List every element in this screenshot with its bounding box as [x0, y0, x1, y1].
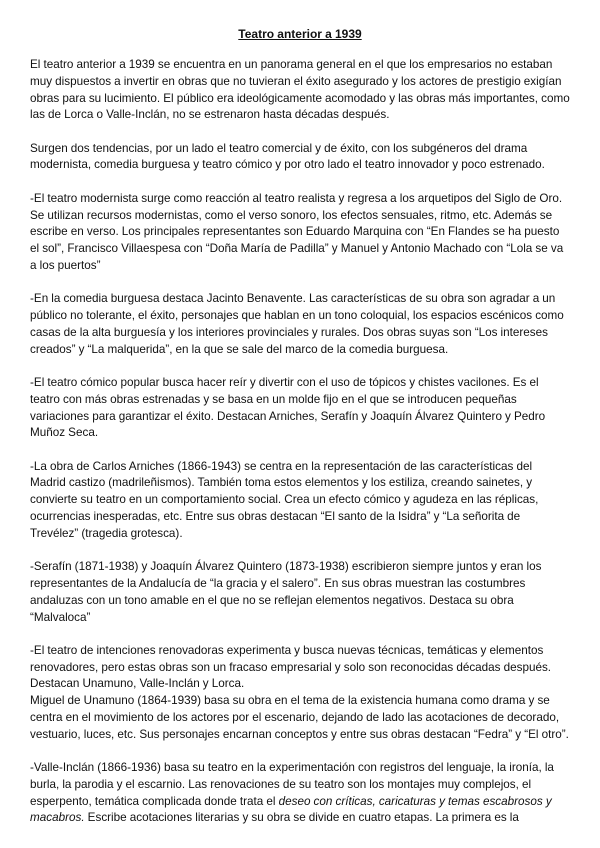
paragraph-comedia-burguesa: -En la comedia burguesa destaca Jacinto Benavente. Las características de su obra son agradar a un público no tolerante, el éxito, personajes que hablan en un tono coloquial, los espacios escénicos como casas de la alta burguesía y los interiores provinciales y rurales. Dos obras suyas son “Los intereses creados” y “La malquerida”, en la que se sale del marco de la comedia burguesa.: [30, 292, 564, 356]
paragraph-intro: El teatro anterior a 1939 se encuentra en un panorama general en el que los empresarios no estaban muy dispuestos a invertir en obras que no tuvieran el éxito asegurado y los actores de prestigio exigían obras para su lucimiento. El público era ideológicamente acomodado y las obras más importantes, como las de Lorca o Valle-Inclán, no se estrenaron hasta décadas después.: [30, 58, 570, 122]
document-title: Teatro anterior a 1939: [238, 27, 362, 41]
paragraph-tendencias: Surgen dos tendencias, por un lado el teatro comercial y de éxito, con los subgéneros del drama modernista, comedia burguesa y teatro cómico y por otro lado el teatro innovador y poco estrenado.: [30, 141, 545, 172]
paragraph-modernista: -El teatro modernista surge como reacción al teatro realista y regresa a los arquetipos del Siglo de Oro. Se utilizan recursos modernistas, como el verso sonoro, los efectos sensuales, ritmo, etc. Además se escribe en verso. Los principales representantes son Eduardo Marquina con “En Flandes se ha puesto el sol”, Francisco Villaespesa con “Doña María de Padilla” y Manuel y Antonio Machado con “Lola se va a los puertos”: [30, 191, 564, 272]
paragraph-alvarez-quintero: -Serafín (1871-1938) y Joaquín Álvarez Quintero (1873-1938) escribieron siempre juntos y eran los representantes de la Andalucía de “la gracia y el salero”. En sus obras muestran las costumbres andaluzas con un tono amable en el que no se reflejan elementos negativos. Destaca su obra “Malvaloca”: [30, 560, 542, 624]
paragraph-teatro-comico: -El teatro cómico popular busca hacer reír y divertir con el uso de tópicos y chistes vacilones. Es el teatro con más obras estrenadas y se basa en un molde fijo en el que se introducen pequeñas variaciones para garantizar el éxito. Destacan Arniches, Serafín y Joaquín Álvarez Quintero y Pedro Muñoz Seca.: [30, 375, 546, 440]
valle-inclan-italic-text: deseo con críticas, caricaturas y temas escabrosos y macabros.: [30, 794, 552, 825]
paragraph-unamuno: Miguel de Unamuno (1864-1939) basa su obra en el tema de la existencia humana como drama y se centra en el movimiento de los actores por el escenario, dejando de lado las acotaciones de decorado, vestuario, luces, etc. Sus personajes encarnan conceptos y entre sus obras destacan “Fedra” y “El otro”.: [30, 694, 569, 741]
paragraph-arniches: -La obra de Carlos Arniches (1866-1943) se centra en la representación de las características del Madrid castizo (madrileñismos). También toma estos elementos y los estiliza, creando sainetes, y convierte su teatro en un comportamiento social. Crea un efecto cómico y agudeza en las réplicas, ocurrencias inesperadas, etc. Entre sus obras destacan “El santo de la Isidra” y “La señorita de Trevélez” (tragedia grotesca).: [30, 459, 539, 540]
paragraph-renovador: -El teatro de intenciones renovadoras experimenta y busca nuevas técnicas, temáticas y elementos renovadores, pero estas obras son un fracaso empresarial y solo son reconocidas décadas después. Destacan Unamuno, Valle-Inclán y Lorca.: [30, 643, 552, 691]
paragraph-valle-inclan: [30, 760, 570, 827]
valle-inclan-text-start: -Valle-Inclán (1866-1936) basa su teatro en la experimentación con registros del lenguaje, la ironía, la burla, la parodia y el escarnio. Las renovaciones de su teatro son los montajes muy complejos, el esperpento, temática complicada donde trata el: [30, 761, 554, 808]
valle-inclan-text-end: Escribe acotaciones literarias y su obra se divide en cuatro etapas. La primera es la: [84, 811, 519, 825]
